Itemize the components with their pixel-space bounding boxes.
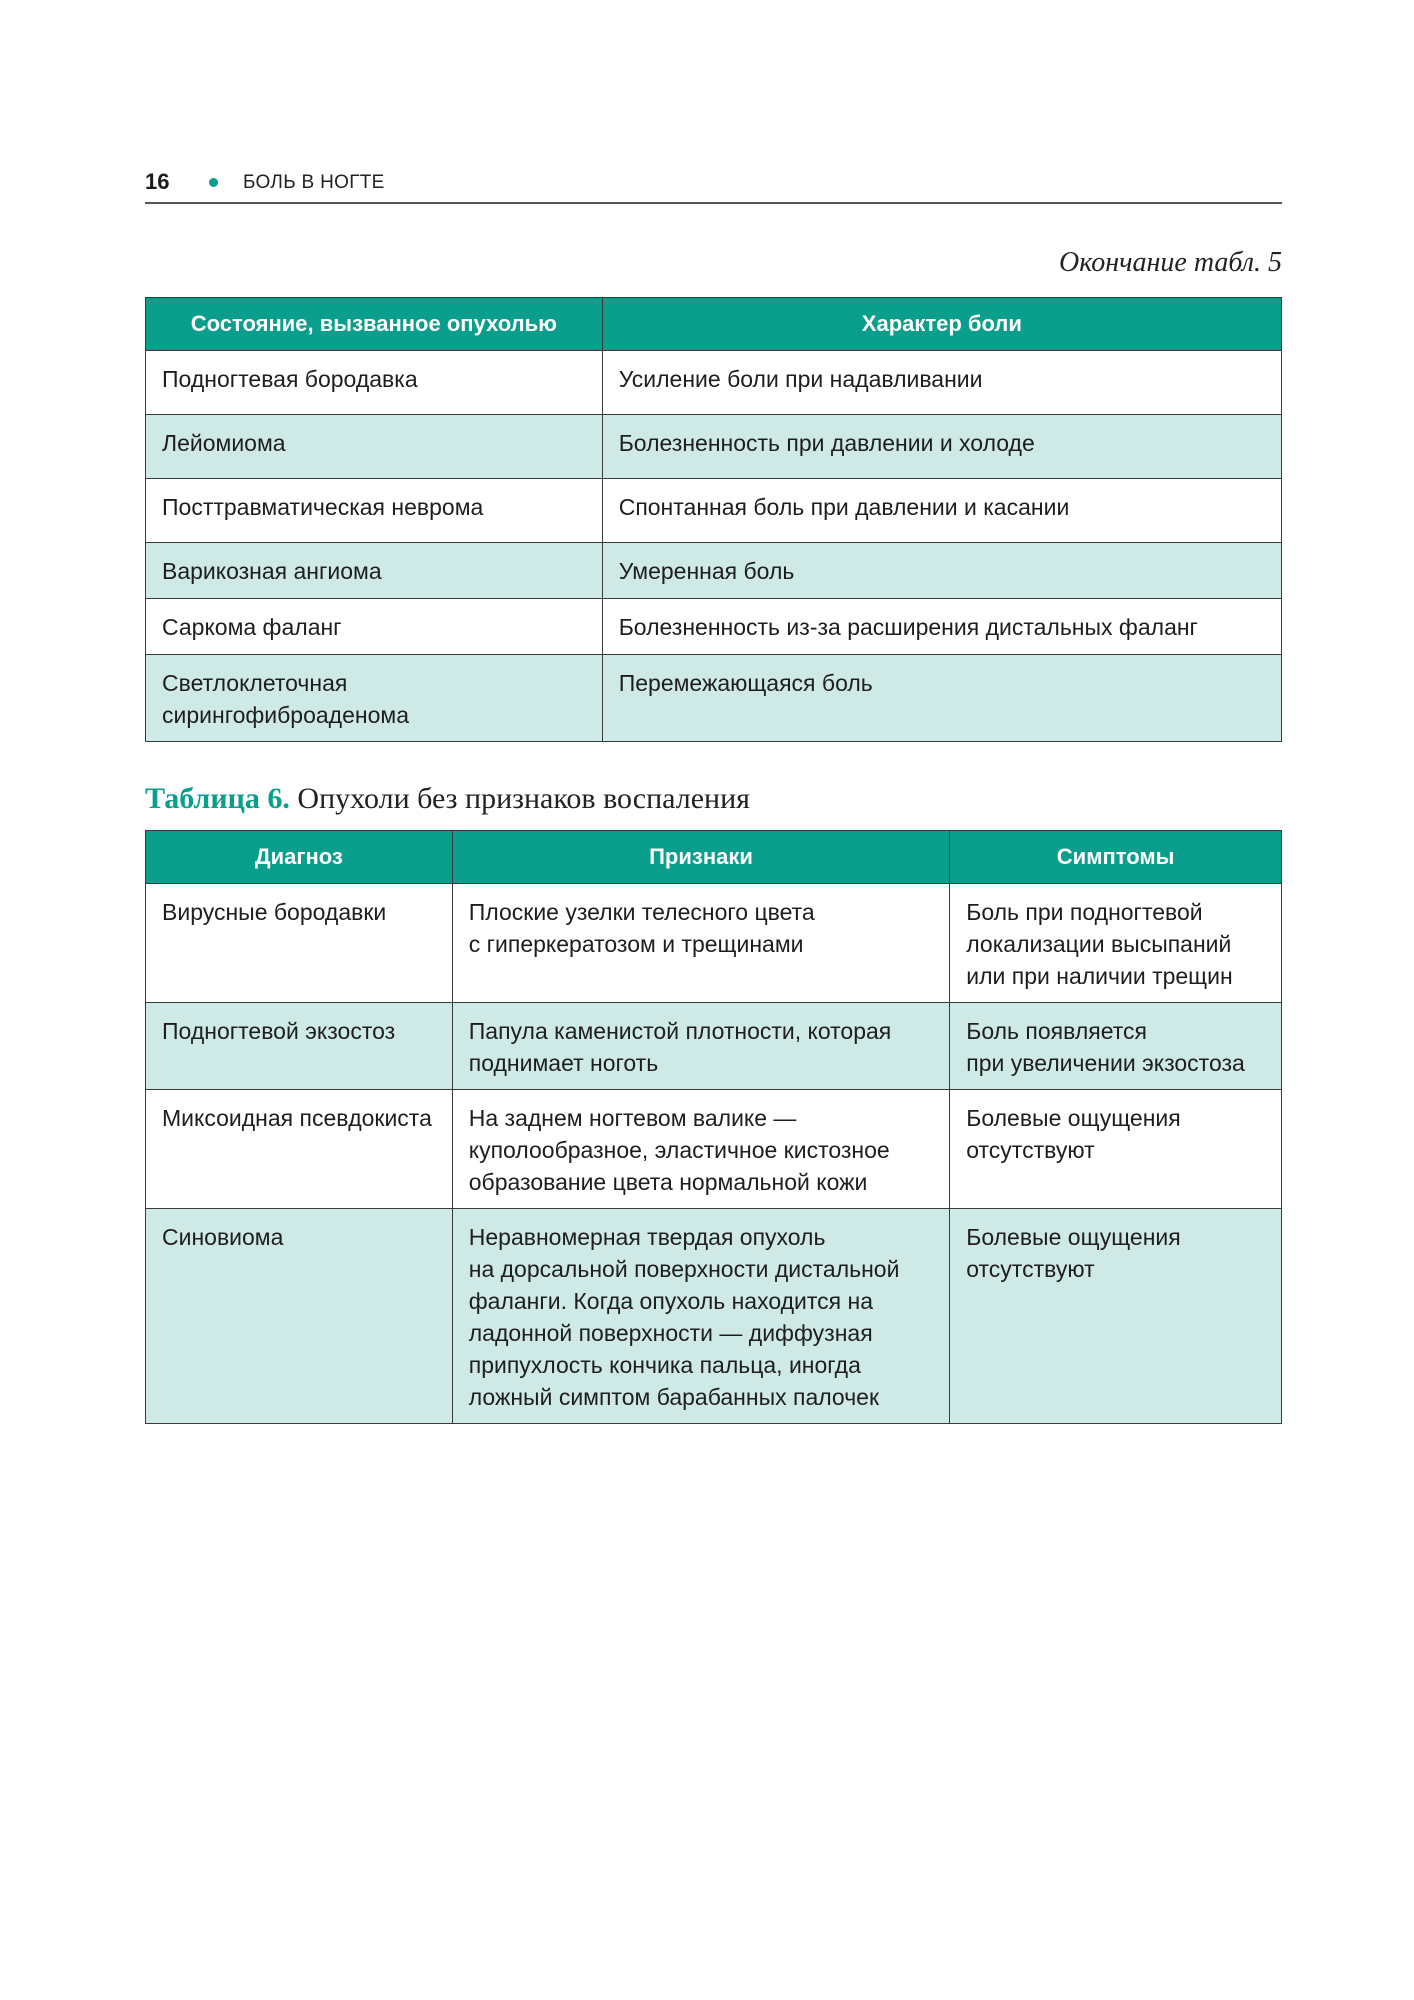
table-continuation-note: Окончание табл. 5 [1059, 247, 1282, 278]
cell-text: куполообразное, эластичное кистозное [468, 1137, 890, 1163]
table-row [146, 415, 1282, 479]
table-row [146, 1209, 1282, 1424]
cell-text: На заднем ногтевом валике — [468, 1105, 797, 1131]
cell-text: сирингофиброаденома [162, 702, 409, 728]
cell-text: Подногтевой экзостоз [162, 1018, 396, 1044]
table-cell [602, 415, 1281, 479]
cell-text: Лейомиома [162, 430, 286, 456]
table-cell [146, 415, 603, 479]
table-cell [452, 884, 950, 1003]
cell-text: на дорсальной поверхности дистальной [468, 1256, 900, 1282]
table-cell [950, 884, 1282, 1003]
cell-text: Светлоклеточная [162, 670, 348, 696]
table-header-row [146, 831, 1282, 884]
table-row [146, 479, 1282, 543]
cell-text: или при наличии трещин [966, 963, 1233, 989]
table-cell [950, 1090, 1282, 1209]
column-header: Симптомы [950, 831, 1282, 884]
page-number: 16 [145, 169, 170, 194]
table-cell [146, 351, 603, 415]
table-cell [602, 543, 1281, 599]
cell-text: поднимает ноготь [468, 1050, 659, 1076]
cell-text: локализации высыпаний [966, 931, 1232, 957]
table-cell [146, 599, 603, 655]
table-cell [602, 655, 1281, 742]
cell-text: при увеличении экзостоза [966, 1050, 1245, 1076]
cell-text: Подногтевая бородавка [162, 366, 418, 392]
cell-text: Болевые ощущения [966, 1105, 1181, 1131]
cell-text: Болевые ощущения [966, 1224, 1181, 1250]
table-cell [950, 1003, 1282, 1090]
table-cell [452, 1090, 950, 1209]
section-title: БОЛЬ В НОГТЕ [243, 172, 385, 193]
table-caption [145, 781, 750, 817]
column-header: Характер боли [602, 298, 1281, 351]
column-header: Диагноз [146, 831, 453, 884]
cell-text: Миксоидная псевдокиста [162, 1105, 432, 1131]
cell-text: ладонной поверхности — диффузная [468, 1320, 873, 1346]
cell-text: с гиперкератозом и трещинами [468, 931, 804, 957]
table-row [146, 543, 1282, 599]
table-row [146, 599, 1282, 655]
table-cell [146, 1209, 453, 1424]
cell-text: припухлость кончика пальца, иногда [468, 1352, 861, 1378]
running-header [145, 168, 1282, 204]
cell-text: Спонтанная боль при давлении и касании [618, 494, 1070, 520]
table-cell [602, 599, 1281, 655]
cell-text: ложный симптом барабанных палочек [468, 1384, 880, 1410]
table-cell [146, 1003, 453, 1090]
table-5 [145, 297, 1282, 742]
table-cell [602, 479, 1281, 543]
cell-text: Боль при подногтевой [966, 899, 1203, 925]
cell-text: Вирусные бородавки [162, 899, 387, 925]
cell-text: фаланги. Когда опухоль находится на [468, 1288, 874, 1314]
table-cell [146, 1090, 453, 1209]
table-cell [950, 1209, 1282, 1424]
cell-text: Посттравматическая неврома [162, 494, 484, 520]
table-cell [146, 543, 603, 599]
cell-text: Усиление боли при надавливании [618, 366, 983, 392]
table-cell [146, 884, 453, 1003]
table-body [146, 884, 1282, 1424]
table-header-row [146, 298, 1282, 351]
cell-text: образование цвета нормальной кожи [468, 1169, 868, 1195]
cell-text: отсутствуют [966, 1256, 1095, 1282]
cell-text: Умеренная боль [618, 558, 795, 584]
table-cell [146, 655, 603, 742]
table-cell [452, 1003, 950, 1090]
column-header: Состояние, вызванное опухолью [146, 298, 603, 351]
table-6 [145, 830, 1282, 1424]
cell-text: Боль появляется [966, 1018, 1147, 1044]
cell-text: Папула каменистой плотности, которая [468, 1018, 892, 1044]
table-cell [452, 1209, 950, 1424]
column-header: Признаки [452, 831, 950, 884]
cell-text: Болезненность из-за расширения дистальных фаланг [618, 614, 1198, 640]
table-body [146, 351, 1282, 742]
table-row [146, 1003, 1282, 1090]
table-cell [602, 351, 1281, 415]
table-caption-label: Таблица 6. [145, 782, 290, 815]
cell-text: Болезненность при давлении и холоде [618, 430, 1035, 456]
table-caption-text: Опухоли без признаков воспаления [289, 782, 750, 815]
table-cell [146, 479, 603, 543]
cell-text: Перемежающаяся боль [618, 670, 873, 696]
table-row [146, 1090, 1282, 1209]
bullet-dot-icon [209, 178, 218, 187]
cell-text: Синовиома [162, 1224, 284, 1250]
cell-text: Варикозная ангиома [162, 558, 382, 584]
cell-text: Саркома фаланг [162, 614, 342, 640]
table-row [146, 655, 1282, 742]
cell-text: отсутствуют [966, 1137, 1095, 1163]
cell-text: Неравномерная твердая опухоль [468, 1224, 826, 1250]
table-row [146, 884, 1282, 1003]
table-row [146, 351, 1282, 415]
cell-text: Плоские узелки телесного цвета [468, 899, 815, 925]
